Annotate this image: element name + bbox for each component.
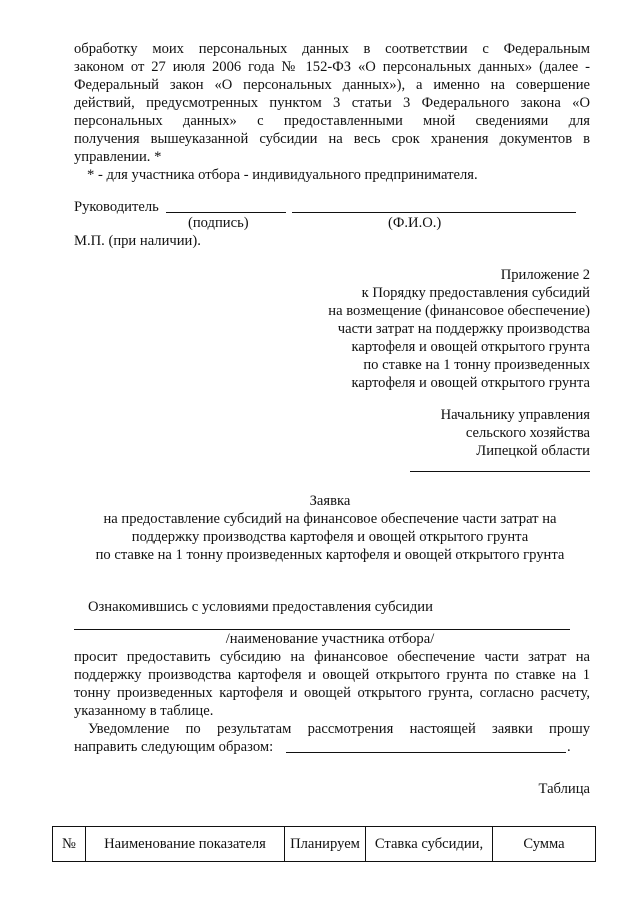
- table-header-cell: Ставка субсидии,: [366, 827, 493, 862]
- request-line: тонну произведенных картофеля и овощей открытого грунта, согласно расчету,: [74, 685, 590, 701]
- title-line: по ставке на 1 тонну произведенных картофеля и овощей открытого грунта: [95, 547, 565, 563]
- signature-line: [166, 212, 286, 213]
- notify-end: .: [567, 739, 571, 755]
- consent-line: Федеральный закон «О персональных данных»), а именно на совершение: [74, 77, 590, 93]
- name-line: [292, 212, 576, 213]
- consent-last-line: управлении. *: [74, 149, 162, 165]
- notify-fill-line: [286, 752, 566, 753]
- title-line: поддержку производства картофеля и овощей открытого грунта: [131, 529, 529, 545]
- appendix-line: картофеля и овощей открытого грунта: [351, 375, 590, 391]
- consent-line: обработку моих персональных данных в соответствии с Федеральным: [74, 41, 590, 57]
- table-header-cell: Планируем: [285, 827, 366, 862]
- consent-line: законом от 27 июля 2006 года № 152-ФЗ «О персональных данных» (далее -: [74, 59, 590, 75]
- stamp-label: М.П. (при наличии).: [74, 233, 201, 249]
- sign-caption: (подпись): [188, 215, 249, 231]
- request-line: просит предоставить субсидию на финансовое обеспечение части затрат на: [74, 649, 590, 665]
- appendix-line: по ставке на 1 тонну произведенных: [363, 357, 590, 373]
- calculation-table: [52, 826, 596, 862]
- appendix-line: картофеля и овощей открытого грунта: [351, 339, 590, 355]
- notify-line: направить следующим образом:: [74, 739, 274, 755]
- table-header-cell: Наименование показателя: [86, 827, 285, 862]
- addressee-line: сельского хозяйства: [465, 425, 590, 441]
- appendix-line: Приложение 2: [500, 267, 590, 283]
- consent-line: персональных данных» с предоставленными мной сведениями для: [74, 113, 590, 129]
- consent-line: получения вышеуказанной субсидии на весь срок хранения документов в: [74, 131, 590, 147]
- table-label: Таблица: [538, 781, 590, 797]
- head-label: Руководитель: [74, 199, 159, 215]
- participant-caption: /наименование участника отбора/: [225, 631, 435, 647]
- addressee-fill-line: [410, 471, 590, 472]
- table-header-row: [53, 827, 596, 862]
- name-caption: (Ф.И.О.): [388, 215, 442, 231]
- appendix-line: на возмещение (финансовое обеспечение): [328, 303, 590, 319]
- request-intro: Ознакомившись с условиями предоставления субсидии: [88, 599, 433, 615]
- title-line: на предоставление субсидий на финансовое обеспечение части затрат на: [103, 511, 557, 527]
- appendix-line: к Порядку предоставления субсидий: [361, 285, 590, 301]
- table-header-cell: №: [53, 827, 86, 862]
- addressee-line: Липецкой области: [476, 443, 590, 459]
- notify-line: Уведомление по результатам рассмотрения настоящей заявки прошу: [88, 721, 590, 737]
- request-last-line: указанному в таблице.: [74, 703, 214, 719]
- request-line: поддержку производства картофеля и овощей открытого грунта по ставке на 1: [74, 667, 590, 683]
- appendix-line: части затрат на поддержку производства: [337, 321, 590, 337]
- table-header-cell: Сумма: [493, 827, 596, 862]
- document-title: Заявка: [309, 493, 351, 509]
- addressee-line: Начальнику управления: [440, 407, 590, 423]
- footnote: * - для участника отбора - индивидуального предпринимателя.: [87, 167, 478, 183]
- consent-line: действий, предусмотренных пунктом 3 статьи 3 Федерального закона «О: [74, 95, 590, 111]
